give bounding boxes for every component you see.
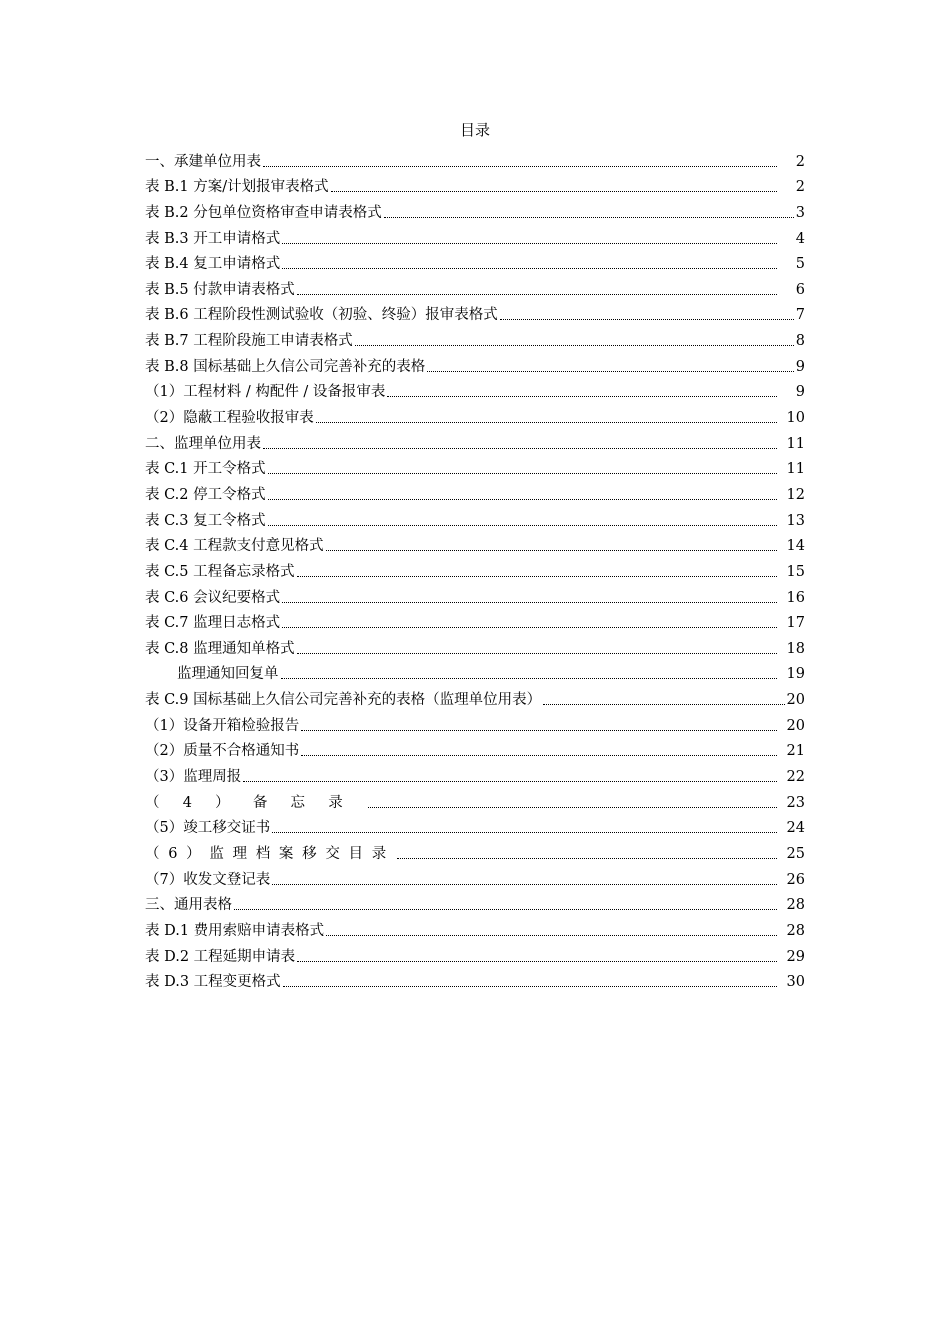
toc-entry-page: 12 [786,486,805,503]
toc-entry[interactable] [145,350,805,376]
toc-entry-page: 29 [786,948,805,965]
toc-entry[interactable] [145,478,805,504]
toc-entry[interactable] [145,683,805,709]
toc-entry-label: （4）备忘录 [145,794,366,811]
toc-entry[interactable] [145,632,805,658]
toc-entry-label: （2）隐蔽工程验收报审表 [145,410,314,427]
toc-dot-leader [263,166,777,167]
toc-entry-page: 11 [786,435,805,452]
toc-dot-leader [326,550,777,551]
toc-dot-leader [268,499,777,500]
toc-dot-leader [268,473,777,474]
toc-entry-page: 11 [786,461,805,478]
toc-entry-label: 表 B.7 工程阶段施工申请表格式 [145,333,353,350]
toc-entry-label: 表 C.4 工程款支付意见格式 [145,538,324,555]
toc-entry[interactable] [145,427,805,453]
toc-entry[interactable] [145,324,805,350]
toc-entry-page: 13 [786,512,805,529]
toc-entry[interactable] [145,504,805,530]
toc-entry[interactable] [145,889,805,915]
toc-entry[interactable] [145,196,805,222]
toc-entry-page: 2 [795,153,805,170]
toc-entry-label: （3）监理周报 [145,769,242,786]
toc-dot-leader [384,217,794,218]
toc-dot-leader [263,448,777,449]
toc-entry-label: 表 D.3 工程变更格式 [145,974,281,991]
toc-entry-page: 9 [795,358,805,375]
toc-entry[interactable] [145,145,805,171]
toc-dot-leader [297,961,777,962]
toc-entry-label: 表 C.5 工程备忘录格式 [145,563,295,580]
toc-dot-leader [387,396,777,397]
toc-entry[interactable] [145,248,805,274]
toc-entry[interactable] [145,273,805,299]
toc-entry[interactable] [145,376,805,402]
toc-dot-leader [282,627,777,628]
toc-entry-page: 21 [786,743,805,760]
toc-entry-page: 6 [795,281,805,298]
toc-entry-page: 17 [786,615,805,632]
toc-entry-label: （2）质量不合格通知书 [145,743,300,760]
toc-dot-leader [301,755,777,756]
toc-entry-label: 一、承建单位用表 [145,153,261,170]
toc-entry-label: （5）竣工移交证书 [145,820,271,837]
toc-dot-leader [234,909,777,910]
toc-entry-label: （7）收发文登记表 [145,871,271,888]
toc-dot-leader [355,345,794,346]
toc-dot-leader [268,525,777,526]
toc-dot-leader [543,704,784,705]
toc-entry-label: 表 B.6 工程阶段性测试验收（初验、终验）报审表格式 [145,307,498,324]
toc-entry-label: 表 B.5 付款申请表格式 [145,281,295,298]
toc-dot-leader [326,935,777,936]
toc-entry-label: 表 B.4 复工申请格式 [145,256,281,273]
toc-entry-page: 2 [795,179,805,196]
toc-entry[interactable] [145,837,805,863]
toc-entry-page: 24 [786,820,805,837]
toc-dot-leader [283,986,777,987]
toc-dot-leader [316,422,777,423]
toc-entry-page: 8 [795,333,805,350]
toc-entry-label: 表 C.7 监理日志格式 [145,615,281,632]
toc-entry[interactable] [145,607,805,633]
toc-entry-label: 三、通用表格 [145,897,232,914]
toc-entry-label: 二、监理单位用表 [145,435,261,452]
toc-entry[interactable] [145,760,805,786]
toc-dot-leader [282,602,777,603]
toc-entry-label: 表 D.1 费用索赔申请表格式 [145,922,325,939]
toc-entry-page: 20 [786,717,805,734]
toc-entry-label: 表 C.1 开工令格式 [145,461,266,478]
toc-entry-label: （1）设备开箱检验报告 [145,717,300,734]
toc-entry[interactable] [145,735,805,761]
toc-dot-leader [272,884,777,885]
toc-entry-page: 15 [786,563,805,580]
toc-entry[interactable] [145,658,805,684]
toc-entry-page: 7 [795,307,805,324]
toc-entry-page: 10 [786,410,805,427]
toc-entry-page: 16 [786,589,805,606]
toc-list [145,145,805,991]
toc-entry-page: 28 [786,922,805,939]
toc-dot-leader [282,268,777,269]
toc-entry-label: （6）监理档案移交目录 [145,845,395,862]
toc-entry-label: 表 B.1 方案/计划报审表格式 [145,179,329,196]
toc-entry-label: 表 C.2 停工令格式 [145,486,266,503]
toc-entry-page: 22 [786,769,805,786]
toc-entry-page: 25 [786,845,805,862]
toc-dot-leader [397,858,777,859]
toc-dot-leader [282,243,777,244]
toc-dot-leader [297,576,777,577]
toc-entry[interactable] [145,555,805,581]
toc-entry-label: 表 C.8 监理通知单格式 [145,640,295,657]
toc-dot-leader [301,730,777,731]
toc-entry[interactable] [145,581,805,607]
toc-entry-label: 监理通知回复单 [177,666,279,683]
toc-entry-label: 表 C.6 会议纪要格式 [145,589,281,606]
toc-dot-leader [368,807,777,808]
toc-entry[interactable] [145,863,805,889]
toc-entry-label: 表 C.3 复工令格式 [145,512,266,529]
toc-entry-page: 20 [786,692,805,709]
toc-dot-leader [297,653,777,654]
toc-entry-label: 表 C.9 国标基础上久信公司完善补充的表格（监理单位用表） [145,692,542,709]
toc-entry[interactable] [145,401,805,427]
toc-entry-page: 5 [795,256,805,273]
toc-entry[interactable] [145,299,805,325]
toc-entry-label: 表 B.3 开工申请格式 [145,230,281,247]
toc-dot-leader [331,191,777,192]
toc-entry[interactable] [145,786,805,812]
toc-entry[interactable] [145,530,805,556]
toc-entry-page: 26 [786,871,805,888]
toc-entry[interactable] [145,812,805,838]
toc-entry-page: 4 [795,230,805,247]
toc-entry-page: 19 [786,666,805,683]
toc-dot-leader [297,294,777,295]
toc-entry-page: 14 [786,538,805,555]
toc-entry[interactable] [145,914,805,940]
toc-dot-leader [427,371,794,372]
toc-entry[interactable] [145,966,805,992]
toc-entry[interactable] [145,171,805,197]
toc-entry-label: 表 B.2 分包单位资格审查申请表格式 [145,204,382,221]
toc-entry[interactable] [145,940,805,966]
toc-entry-page: 23 [786,794,805,811]
toc-entry-page: 3 [795,204,805,221]
toc-title: 目录 [459,121,490,139]
toc-entry[interactable] [145,453,805,479]
toc-entry-page: 9 [795,384,805,401]
toc-dot-leader [500,319,794,320]
toc-entry-label: 表 B.8 国标基础上久信公司完善补充的表格 [145,358,426,375]
toc-entry-label: 表 D.2 工程延期申请表 [145,948,296,965]
toc-entry-label: （1）工程材料 / 构配件 / 设备报审表 [145,384,386,401]
toc-entry[interactable] [145,222,805,248]
toc-entry-page: 18 [786,640,805,657]
toc-entry-page: 28 [786,897,805,914]
toc-entry-page: 30 [786,974,805,991]
toc-dot-leader [243,781,777,782]
toc-dot-leader [281,678,778,679]
toc-entry[interactable] [145,709,805,735]
toc-dot-leader [272,832,777,833]
